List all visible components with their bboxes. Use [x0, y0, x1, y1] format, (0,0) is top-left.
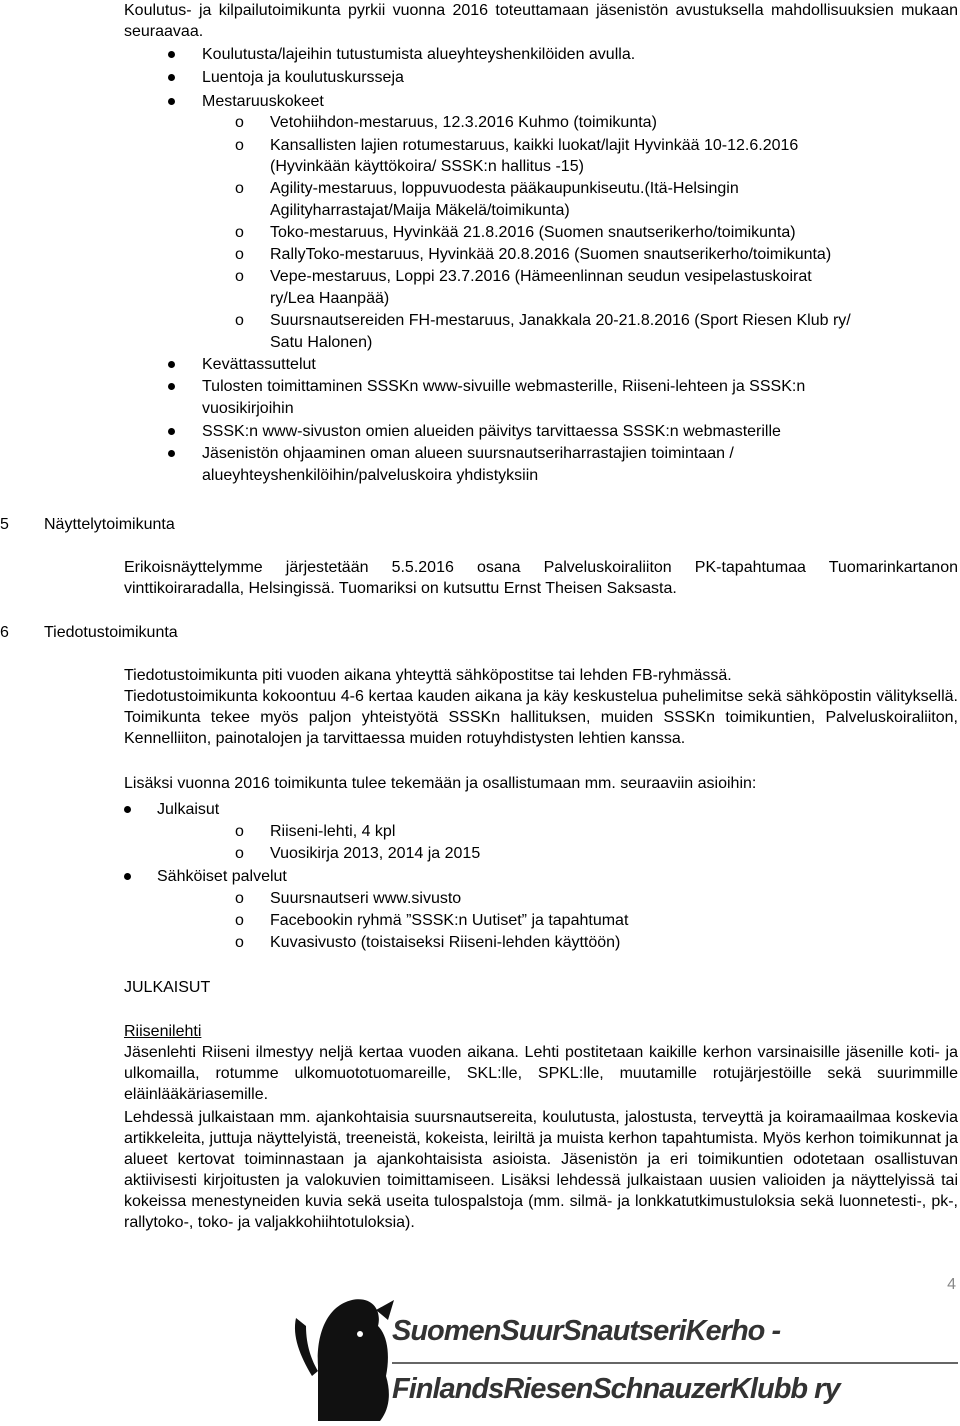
list-item: SSSK:n www-sivuston omien alueiden päivitys tarvittaessa SSSK:n webmasterille	[202, 423, 781, 440]
sub-list-item: Vuosikirja 2013, 2014 ja 2015	[270, 845, 481, 862]
sub-list-item: Suursnautsereiden FH-mestaruus, Janakkala 20-21.8.2016 (Sport Riesen Klub ry/	[270, 312, 851, 329]
list-item: Kevättassuttelut	[202, 356, 316, 373]
club-logo	[0, 1296, 960, 1421]
circle-bullet-icon: o	[235, 890, 244, 907]
circle-bullet-icon: o	[235, 224, 244, 241]
circle-bullet-icon: o	[235, 845, 244, 862]
list-item: Tulosten toimittaminen SSSKn www-sivuille webmasterille, Riiseni-lehteen ja SSSK:n	[202, 378, 806, 395]
list-item: Jäsenistön ohjaaminen oman alueen suursnautseriharrastajien toimintaan /	[202, 445, 734, 462]
section-paragraph: Tiedotustoimikunta piti vuoden aikana yhteyttä sähköpostitse tai lehden FB-ryhmässä.	[124, 667, 732, 684]
sub-list-item: Vetohiihdon-mestaruus, 12.3.2016 Kuhmo (toimikunta)	[270, 114, 657, 131]
sub-list-item: Facebookin ryhmä ”SSSK:n Uutiset” ja tapahtumat	[270, 912, 629, 929]
bullet-icon	[124, 873, 131, 880]
riisenilehti-paragraph: Jäsenlehti Riiseni ilmestyy neljä kertaa vuoden aikana. Lehti postitetaan kaikille kerhon varsinaisille jäsenille koti- ja ulkomailla, rotumme ulkomuototuomareille, SKL:lle, SPKL:lle, muutamille rotujärjestöille sekä suurimmille eläinlääkäriasemille.	[124, 1044, 958, 1103]
list-item: Luentoja ja koulutuskursseja	[202, 69, 404, 86]
circle-bullet-icon: o	[235, 114, 244, 131]
section-number: 5	[0, 516, 9, 533]
list-item: Julkaisut	[157, 801, 220, 818]
bullet-icon	[168, 428, 175, 435]
sub-list-item: Agility-mestaruus, loppuvuodesta pääkaupunkiseutu.(Itä-Helsingin	[270, 180, 739, 197]
sub-list-item: Kansallisten lajien rotumestaruus, kaikki luokat/lajit Hyvinkää 10-12.6.2016	[270, 137, 799, 154]
list-item-cont: alueyhteyshenkilöihin/palveluskoira yhdistyksiin	[202, 467, 539, 484]
section-paragraph: Tiedotustoimikunta kokoontuu 4-6 kertaa kauden aikana ja käy keskustelua puhelimitse sekä sähköpostin välityksellä. Toimikunta tekee myös paljon yhteistyötä SSSKn hallituksen, muiden SSSKn toimikuntien, Palveluskoiraliiton, Kennelliiton, painotalojen ja tarvittaessa muiden rotuyhdistysten lehtien kanssa.	[124, 688, 958, 747]
section-number: 6	[0, 624, 9, 641]
sub-list-item: Riiseni-lehti, 4 kpl	[270, 823, 396, 840]
circle-bullet-icon: o	[235, 312, 244, 329]
circle-bullet-icon: o	[235, 268, 244, 285]
logo-line-2: FinlandsRiesenSchnauzerKlubb ry	[392, 1373, 840, 1405]
sub-list-item: Toko-mestaruus, Hyvinkää 21.8.2016 (Suomen snautserikerho/toimikunta)	[270, 224, 796, 241]
bullet-icon	[168, 98, 175, 105]
bullet-icon	[168, 383, 175, 390]
sub-list-item-cont: (Hyvinkään käyttökoira/ SSSK:n hallitus -15)	[270, 158, 584, 175]
riisenilehti-paragraph: Lehdessä julkaistaan mm. ajankohtaisia suursnautsereita, koulutusta, jalostusta, terveyttä ja koiramaailmaa koskevia artikkeleita, juttuja näyttelyistä, treeneistä, kokeista, leiriltä ja muista kerhon tapahtumista. Myös kerhon toimikunnat ja alueet kertovat toiminnastaan ja ajankohtaisista asioista. Jäsenistön ja eri toimikuntien odotetaan osallistuvan aktiivisesti kirjoitusten ja valokuvien toimittamiseen. Lisäksi lehdessä julkaistaan uusien valioiden ja näyttelyissä tai kokeissa menestyneiden kuvia sekä useita tulospalstoja (mm. silmä- ja lonkkatutkimustuloksia sekä luonnetesti-, pk-, rallytoko-, toko- ja valjakkohiihtotuloksia).	[124, 1109, 958, 1231]
section-title: Näyttelytoimikunta	[44, 516, 175, 533]
bullet-icon	[168, 450, 175, 457]
section-title: Tiedotustoimikunta	[44, 624, 178, 641]
sub-list-item-cont: ry/Lea Haanpää)	[270, 290, 390, 307]
bullet-icon	[168, 361, 175, 368]
bullet-icon	[124, 806, 131, 813]
sub-list-item: RallyToko-mestaruus, Hyvinkää 20.8.2016 (Suomen snautserikerho/toimikunta)	[270, 246, 832, 263]
circle-bullet-icon: o	[235, 246, 244, 263]
list-item-cont: vuosikirjoihin	[202, 400, 294, 417]
intro-paragraph: Koulutus- ja kilpailutoimikunta pyrkii vuonna 2016 toteuttamaan jäsenistön avustuksella mahdollisuuksien mukaan seuraavaa.	[124, 2, 958, 40]
list-item: Koulutusta/lajeihin tutustumista alueyhteyshenkilöiden avulla.	[202, 46, 636, 63]
sub-list-item-cont: Agilityharrastajat/Maija Mäkelä/toimikunta)	[270, 202, 570, 219]
circle-bullet-icon: o	[235, 180, 244, 197]
circle-bullet-icon: o	[235, 823, 244, 840]
list-item: Mestaruuskokeet	[202, 93, 324, 110]
sub-list-item: Kuvasivusto (toistaiseksi Riiseni-lehden käyttöön)	[270, 934, 621, 951]
bullet-icon	[168, 74, 175, 81]
circle-bullet-icon: o	[235, 137, 244, 154]
riisenilehti-heading: Riisenilehti	[124, 1023, 202, 1040]
section-paragraph: Lisäksi vuonna 2016 toimikunta tulee tekemään ja osallistumaan mm. seuraaviin asioihin:	[124, 775, 757, 792]
sub-list-item-cont: Satu Halonen)	[270, 334, 373, 351]
bullet-icon	[168, 51, 175, 58]
section-paragraph: Erikoisnäyttelymme järjestetään 5.5.2016 osana Palveluskoiraliiton PK-tapahtumaa Tuomarinkartanon vinttikoiraradalla, Helsingissä. Tuomariksi on kutsuttu Ernst Theisen Saksasta.	[124, 559, 958, 597]
page-number: 4	[947, 1276, 956, 1293]
sub-list-item: Suursnautseri www.sivusto	[270, 890, 462, 907]
circle-bullet-icon: o	[235, 934, 244, 951]
logo-line-1: SuomenSuurSnautseriKerho -	[392, 1315, 781, 1347]
list-item: Sähköiset palvelut	[157, 868, 287, 885]
circle-bullet-icon: o	[235, 912, 244, 929]
julkaisut-heading: JULKAISUT	[124, 979, 211, 996]
sub-list-item: Vepe-mestaruus, Loppi 23.7.2016 (Hämeenlinnan seudun vesipelastuskoirat	[270, 268, 812, 285]
